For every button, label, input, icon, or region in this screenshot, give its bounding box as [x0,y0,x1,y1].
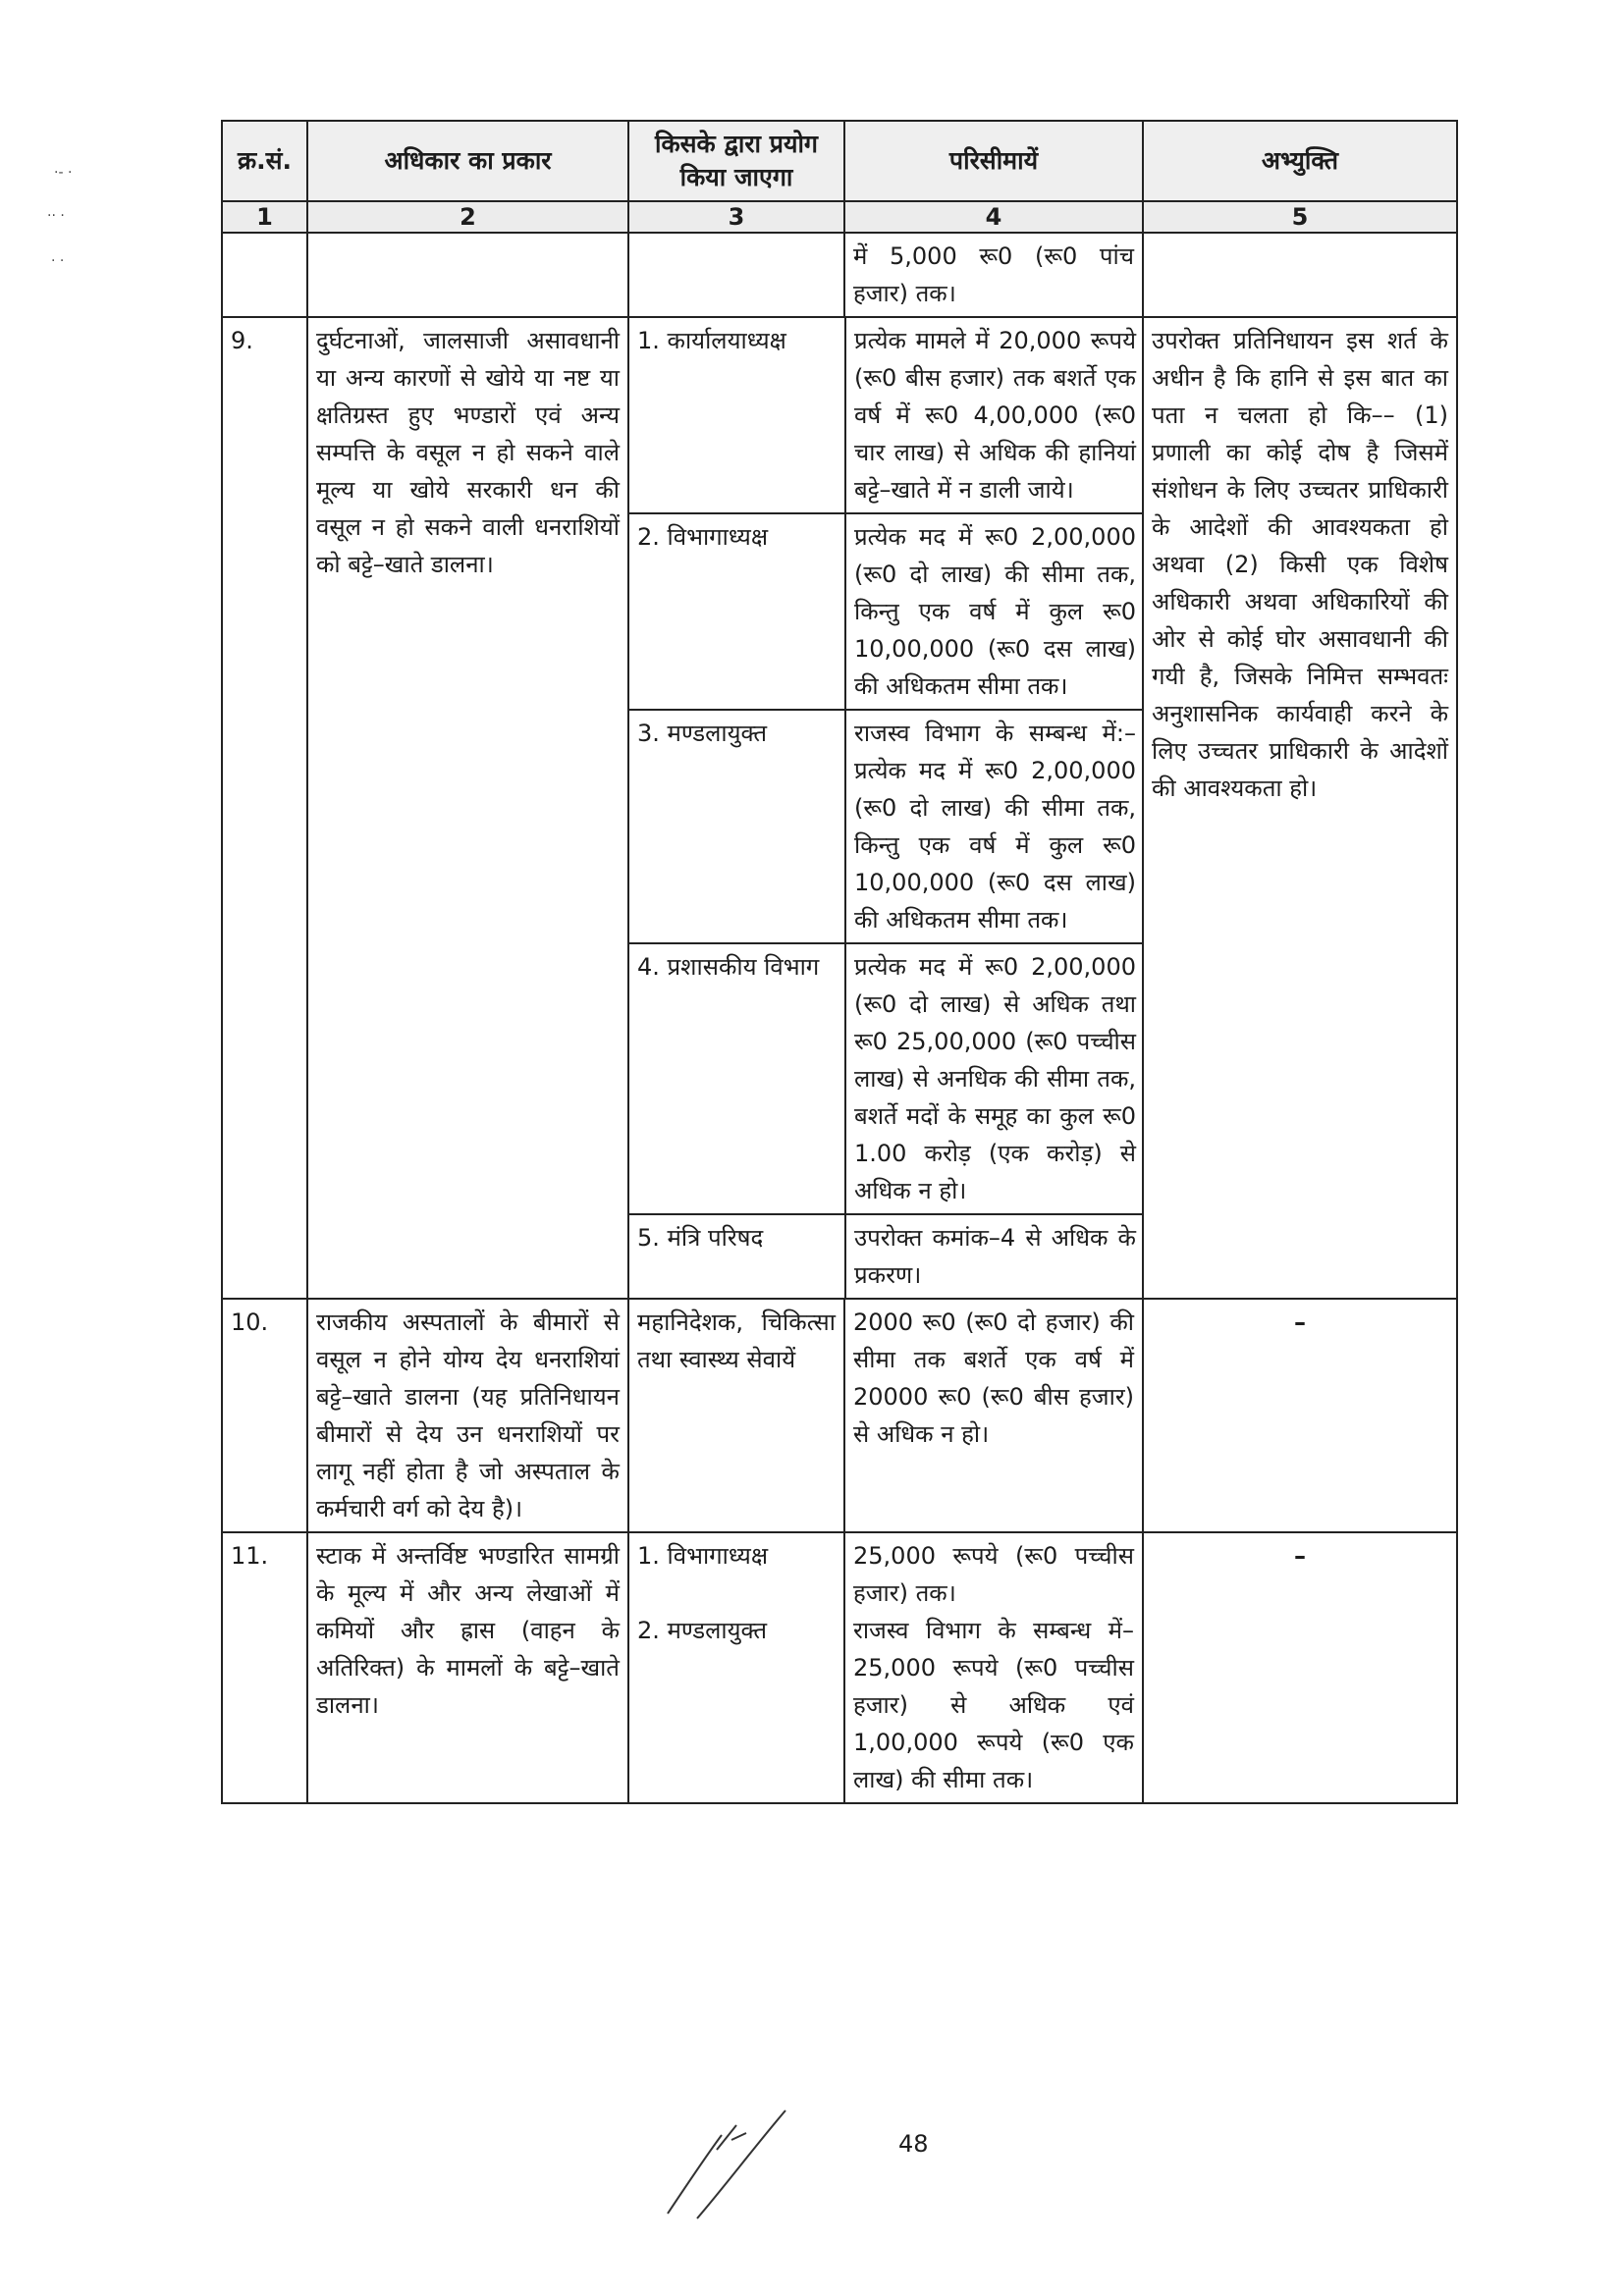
header-exercised-by: किसके द्वारा प्रयोग किया जाएगा [628,121,844,201]
carry-over-row [222,233,1457,317]
power-description: दुर्घटनाओं, जालसाजी असावधानी या अन्य कारणों से खोये या नष्ट या क्षतिग्रस्त हुए भण्डारों एवं अन्य सम्पत्ति के वसूल न हो सकने वाले मूल्य या खोये सरकारी धन की वसूल न हो सकने वाली धनराशियों को बट्टे–खाते डालना। [307,317,628,1299]
header-row [222,121,1457,201]
header-serial: क्र.सं. [222,121,307,201]
authority-name: 2. मण्डलायुक्त [637,1617,768,1644]
authority-limit: राजस्व विभाग के सम्बन्ध में– 25,000 रूपये (रू0 पच्चीस हजार) से अधिक एवं 1,00,000 रूपये (रू0 एक लाख) की सीमा तक। [853,1617,1134,1793]
authority-limits [844,1532,1143,1803]
carry-over-limit: में 5,000 रू0 (रू0 पांच हजार) तक। [844,233,1143,317]
authority-limit: प्रत्येक मद में रू0 2,00,000 (रू0 दो लाख) की सीमा तक, किन्तु एक वर्ष में कुल रू0 10,00,000 (रू0 दस लाख) की अधिकतम सीमा तक। [845,513,1144,710]
serial-number: 11. [222,1532,307,1803]
header-limits: परिसीमायें [844,121,1143,201]
authority-row [629,1214,1144,1298]
power-description: राजकीय अस्पतालों के बीमारों से वसूल न होने योग्य देय धनराशियां बट्टे–खाते डालना (यह प्रतिनिधायन बीमारों से देय उन धनराशियों पर लागू नहीं होता है जो अस्पताल के कर्मचारी वर्ग को देय है)। [307,1299,628,1532]
table-row-9 [222,317,1457,1299]
authority-name: महानिदेशक, चिकित्सा तथा स्वास्थ्य सेवायें [628,1299,844,1532]
remarks-dash: – [1294,1308,1306,1336]
column-number: 3 [628,201,844,233]
authority-row [629,943,1144,1214]
column-number: 4 [844,201,1143,233]
authority-row [629,710,1144,943]
authority-limit: उपरोक्त कमांक–4 से अधिक के प्रकरण। [845,1214,1144,1298]
remarks: उपरोक्त प्रतिनिधायन इस शर्त के अधीन है कि हानि से इस बात का पता न चलता हो कि–– (1) प्रणाली का कोई दोष है जिसमें संशोधन के लिए उच्चतर प्राधिकारी के आदेशों की आवश्यकता हो अथवा (2) किसी एक विशेष अधिकारी अथवा अधिकारियों की ओर से कोई घोर असावधानी की गयी है, जिसके निमित्त सम्भवतः अनुशासनिक कार्यवाही करने के लिए उच्चतर प्राधिकारी के आदेशों की आवश्यकता हो। [1143,317,1457,1299]
serial-number: 9. [222,317,307,1299]
authority-limit: प्रत्येक मामले में 20,000 रूपये (रू0 बीस हजार) तक बशर्ते एक वर्ष में रू0 4,00,000 (रू0 चार लाख) से अधिक की हानियां बट्टे–खाते में न डाली जाये। [845,318,1144,513]
authority-limit: राजस्व विभाग के सम्बन्ध में:– प्रत्येक मद में रू0 2,00,000 (रू0 दो लाख) की सीमा तक, किन्तु एक वर्ष में कुल रू0 10,00,000 (रू0 दस लाख) की अधिकतम सीमा तक। [845,710,1144,943]
serial-number: 10. [222,1299,307,1532]
authority-limit: 2000 रू0 (रू0 दो हजार) की सीमा तक बशर्ते एक वर्ष में 20000 रू0 (रू0 बीस हजार) से अधिक न हो। [844,1299,1143,1532]
authority-limit: प्रत्येक मद में रू0 2,00,000 (रू0 दो लाख) से अधिक तथा रू0 25,00,000 (रू0 पच्चीस लाख) से अनधिक की सीमा तक, बशर्ते मदों के समूह का कुल रू0 1.00 करोड़ (एक करोड़) से अधिक न हो। [845,943,1144,1214]
authority-limit: 25,000 रूपये (रू0 पच्चीस हजार) तक। [853,1542,1134,1607]
authority-row [629,318,1144,513]
scan-speck: · · [51,253,65,269]
column-number: 2 [307,201,628,233]
scan-speck: ·- · [54,165,73,181]
remarks-dash: – [1294,1542,1306,1570]
header-remarks: अभ्युक्ति [1143,121,1457,201]
delegation-table [221,120,1458,1804]
column-number: 5 [1143,201,1457,233]
table-row-10 [222,1299,1457,1532]
header-power-type: अधिकार का प्रकार [307,121,628,201]
signature [648,2096,844,2223]
page-content [221,120,1456,1804]
authority-names [628,1532,844,1803]
column-number: 1 [222,201,307,233]
table-row-11 [222,1532,1457,1803]
authority-name: 4. प्रशासकीय विभाग [629,943,845,1214]
scan-speck: ·· · [47,208,65,224]
authority-name: 5. मंत्रि परिषद [629,1214,845,1298]
column-number-row [222,201,1457,233]
authority-limit-group [628,317,1143,1299]
authority-name: 3. मण्डलायुक्त [629,710,845,943]
authority-name: 1. कार्यालयाध्यक्ष [629,318,845,513]
authority-name: 2. विभागाध्यक्ष [629,513,845,710]
power-description: स्टाक में अन्तर्विष्ट भण्डारित सामग्री के मूल्य में और अन्य लेखाओं में कमियों और ह्रास (वाहन के अतिरिक्त) के मामलों के बट्टे–खाते डालना। [307,1532,628,1803]
page-number: 48 [898,2130,929,2158]
authority-name: 1. विभागाध्यक्ष [637,1542,769,1570]
authority-row [629,513,1144,710]
authority-subtable [629,318,1144,1298]
